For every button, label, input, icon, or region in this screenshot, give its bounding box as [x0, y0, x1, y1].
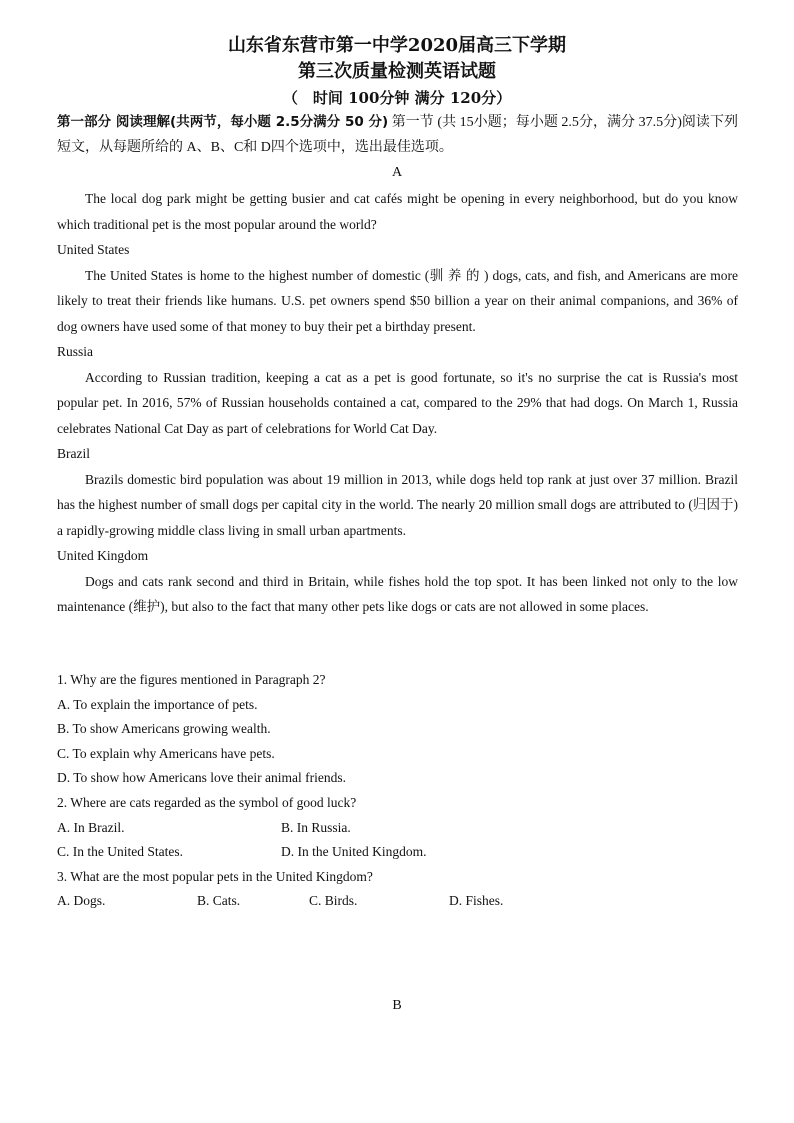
question-2-options-row-2	[57, 840, 738, 865]
passage-letter-b: B	[392, 998, 402, 1013]
section-text-us: The United States is home to the highest number of domestic (驯 养 的 ) dogs, cats, and fish, and Americans are more likely to treat their friends like humans. U.S. pet owners spend $50 billion a year on their animal companions, and 36% of dog owners have used some of that money to buy their pet a birthday present.	[57, 267, 738, 334]
section-text-uk: Dogs and cats rank second and third in Britain, while fishes hold the top spot. It has been linked not only to the low maintenance (维护), but also to the fact that many other pets like dogs or cats are not allowed in some places.	[57, 573, 738, 614]
question-3-option-a: A. Dogs.	[57, 893, 106, 909]
school-title: 山东省东营市第一中学2020届高三下学期	[227, 35, 567, 56]
question-1-option-b: B. To show Americans growing wealth.	[57, 721, 271, 737]
section-text-brazil: Brazils domestic bird population was about 19 million in 2013, while dogs held top rank at just over 37 million. Brazil has the highest number of small dogs per capital city in the world. The nearly 20 million small dogs are attributed to (归因于) a rapidly-growing middle class living in small urban apartments.	[57, 471, 738, 538]
question-3-option-c: C. Birds.	[309, 893, 358, 909]
section-instructions: 第一节 (共 15小题；每小题 2.5分，满分 37.5分)阅读下列短文，从每题所给的 A、B、C和 D四个选项中，选出最佳选项。	[57, 115, 738, 155]
question-3-option-d: D. Fishes.	[449, 893, 504, 909]
question-1-option-a: A. To explain the importance of pets.	[57, 696, 258, 712]
instructions	[57, 110, 738, 160]
question-1-option-c: C. To explain why Americans have pets.	[57, 745, 275, 761]
question-3-options-row	[57, 889, 738, 914]
exam-info: （ 时间 100分钟 满分 120分）	[282, 89, 512, 107]
section-heading-uk: United Kingdom	[57, 548, 149, 563]
section-text-russia: According to Russian tradition, keeping a cat as a pet is good fortunate, so it's no surprise the cat is Russia's most popular pet. In 2016, 57% of Russian households contained a cat, compared to the 29% that had dogs. On March 1, Russia celebrates National Cat Day as part of celebrations for World Cat Day.	[57, 369, 738, 436]
question-2-options-row-1	[57, 816, 738, 841]
section-heading-us: United States	[57, 242, 130, 257]
question-2-stem: 2. Where are cats regarded as the symbol of good luck?	[57, 794, 357, 810]
question-2-option-c: C. In the United States.	[57, 844, 183, 860]
exam-title: 第三次质量检测英语试题	[298, 61, 496, 82]
question-2-option-b: B. In Russia.	[281, 819, 351, 835]
section-heading-brazil: Brazil	[57, 446, 90, 461]
question-3-option-b: B. Cats.	[197, 893, 241, 909]
question-2-option-a: A. In Brazil.	[57, 819, 125, 835]
part-label: 第一部分 阅读理解(共两节，每小题 2.5分满分 50 分)	[57, 114, 389, 130]
question-1-option-d: D. To show how Americans love their animal friends.	[57, 770, 346, 786]
passage-letter-a: A	[391, 165, 403, 180]
questions	[57, 668, 738, 914]
section-heading-russia: Russia	[57, 344, 94, 359]
question-1-stem: 1. Why are the figures mentioned in Paragraph 2?	[57, 672, 326, 687]
question-3-stem: 3. What are the most popular pets in the United Kingdom?	[57, 868, 373, 884]
passage-a	[57, 186, 738, 620]
passage-opening: The local dog park might be getting busier and cat cafés might be opening in every neighborhood, but do you know which traditional pet is the most popular around the world?	[57, 191, 738, 232]
question-2-option-d: D. In the United Kingdom.	[281, 844, 427, 860]
